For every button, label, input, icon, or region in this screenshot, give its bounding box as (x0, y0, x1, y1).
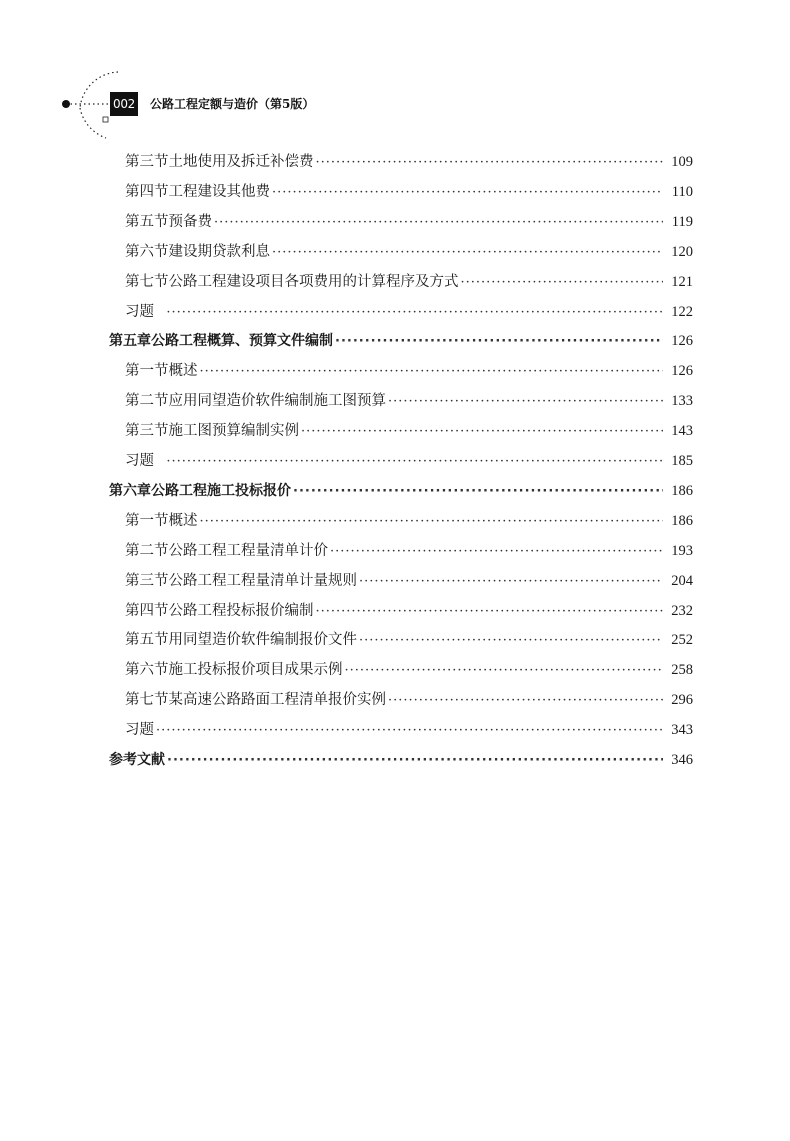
toc-leader-dots (316, 597, 664, 627)
toc-label: 第二节 (125, 393, 169, 410)
toc-label: 第五节 (125, 632, 169, 649)
toc-leader-dots (200, 507, 664, 537)
toc-section-row (0, 446, 790, 476)
toc-page-number: 120 (671, 243, 693, 260)
toc-title: 用同望造价软件编制报价文件 (168, 632, 357, 649)
toc-chapter-row (0, 326, 790, 356)
toc-section-row (0, 566, 790, 596)
toc-leader-dots (388, 387, 663, 417)
toc-label: 习题 (125, 453, 154, 469)
toc-page-number: 110 (671, 183, 693, 200)
toc-title: 工程建设其他费 (168, 183, 270, 200)
toc-leader-dots (330, 537, 663, 567)
toc-leader-dots (301, 417, 663, 447)
toc-page-number: 109 (671, 154, 693, 170)
book-title: 公路工程定额与造价（第5版） (150, 97, 315, 111)
toc-entry (125, 416, 693, 446)
toc-entry (125, 297, 693, 327)
toc-title: 土地使用及拆迁补偿费 (168, 154, 314, 170)
page-header (0, 0, 790, 150)
toc-entry (125, 655, 693, 685)
toc-leader-dots (272, 178, 663, 208)
toc-page-number: 143 (671, 423, 693, 440)
toc-leader-dots (272, 238, 663, 268)
toc-title: 公路工程工程量清单计量规则 (168, 572, 357, 589)
toc-leader-dots (345, 656, 664, 686)
toc-leader-dots (214, 208, 663, 238)
toc-entry (109, 326, 693, 356)
toc-leader-dots (200, 357, 664, 387)
toc-leader-dots (388, 686, 663, 716)
toc-leader-dots (167, 746, 663, 776)
toc-entry (125, 536, 693, 566)
toc-leader-dots (293, 477, 663, 507)
header-decoration-icon (0, 0, 160, 140)
toc-chapter-row (0, 745, 790, 775)
toc-entry (109, 745, 693, 775)
toc-entry (125, 267, 693, 297)
toc-entry (125, 566, 693, 596)
toc-label: 第三节 (125, 572, 169, 589)
toc-page-number: 343 (671, 722, 693, 739)
toc-page-number: 121 (671, 273, 693, 290)
toc-label: 习题 (125, 722, 154, 739)
toc-leader-dots (359, 567, 663, 597)
toc-section-row (0, 625, 790, 655)
toc-page-number: 258 (671, 662, 693, 679)
toc-label: 第四节 (125, 183, 169, 200)
toc-label: 第二节 (125, 542, 169, 559)
toc-title: 应用同望造价软件编制施工图预算 (168, 393, 386, 410)
toc-section-row (0, 297, 790, 327)
toc-section-row (0, 715, 790, 745)
toc-page-number: 204 (671, 572, 693, 589)
toc-page-number: 126 (671, 363, 693, 380)
toc-leader-dots (359, 626, 663, 656)
toc-section-row (0, 386, 790, 416)
toc-label: 习题 (125, 303, 154, 320)
toc-label: 第六节 (125, 243, 169, 260)
toc-title: 预备费 (168, 213, 212, 230)
toc-page-number: 296 (671, 692, 693, 709)
toc-page-number: 133 (671, 393, 693, 410)
toc-label: 第七节 (125, 692, 169, 709)
toc-entry (125, 207, 693, 237)
toc-entry (125, 386, 693, 416)
toc-label: 第三节 (125, 423, 169, 440)
toc-section-row (0, 147, 790, 177)
toc-page-number: 193 (671, 542, 693, 559)
toc-title: 公路工程施工投标报价 (151, 482, 291, 499)
toc-title: 某高速公路路面工程清单报价实例 (168, 692, 386, 709)
toc-page-number: 186 (671, 482, 693, 499)
toc-page-number: 252 (671, 632, 693, 649)
toc-title: 概述 (168, 363, 198, 380)
toc-entry (125, 356, 693, 386)
toc-section-row (0, 655, 790, 685)
toc-label: 第四节 (125, 602, 169, 619)
toc-entry (125, 177, 693, 207)
toc-page-number: 119 (671, 213, 693, 230)
toc-label: 第五章 (109, 333, 151, 350)
toc-label: 第六章 (109, 482, 151, 499)
toc-section-row (0, 177, 790, 207)
toc-page-number: 122 (671, 303, 693, 320)
toc-section-row (0, 267, 790, 297)
toc-title: 施工图预算编制实例 (168, 423, 299, 440)
toc-title: 概述 (168, 512, 198, 529)
toc-title: 建设期贷款利息 (168, 243, 270, 260)
toc-label: 参考文献 (109, 752, 165, 768)
toc-entry (125, 685, 693, 715)
toc-section-row (0, 356, 790, 386)
toc-leader-dots (166, 447, 663, 477)
toc-leader-dots (316, 148, 664, 178)
toc-section-row (0, 596, 790, 626)
toc-section-row (0, 685, 790, 715)
toc-entry (125, 237, 693, 267)
toc-entry (125, 625, 693, 655)
toc-page-number: 232 (671, 602, 693, 619)
toc-section-row (0, 237, 790, 267)
toc-page-number: 185 (671, 453, 693, 469)
toc-title: 公路工程建设项目各项费用的计算程序及方式 (168, 273, 459, 290)
toc-leader-dots (166, 298, 663, 328)
toc-label: 第一节 (125, 363, 169, 380)
toc-label: 第五节 (125, 213, 169, 230)
toc-entry (125, 596, 693, 626)
toc-label: 第三节 (125, 154, 169, 170)
toc-section-row (0, 506, 790, 536)
toc-section-row (0, 207, 790, 237)
toc-page-number: 126 (671, 333, 693, 350)
toc-leader-dots (461, 268, 664, 298)
toc-leader-dots (335, 327, 663, 357)
toc-section-row (0, 536, 790, 566)
toc-chapter-row (0, 476, 790, 506)
toc-entry (125, 506, 693, 536)
toc-label: 第一节 (125, 512, 169, 529)
toc-section-row (0, 416, 790, 446)
toc-title: 公路工程工程量清单计价 (168, 542, 328, 559)
toc-entry (125, 147, 693, 177)
toc-title: 公路工程概算、预算文件编制 (151, 333, 333, 350)
toc-leader-dots (156, 716, 663, 746)
toc-entry (125, 715, 693, 745)
page-number: 002 (110, 92, 138, 116)
toc-title: 公路工程投标报价编制 (168, 602, 314, 619)
toc-label: 第六节 (125, 662, 169, 679)
toc-page-number: 346 (671, 752, 693, 768)
toc-page-number: 186 (671, 512, 693, 529)
toc-entry (109, 476, 693, 506)
toc-label: 第七节 (125, 273, 169, 290)
toc-title: 施工投标报价项目成果示例 (168, 662, 343, 679)
toc-entry (125, 446, 693, 476)
